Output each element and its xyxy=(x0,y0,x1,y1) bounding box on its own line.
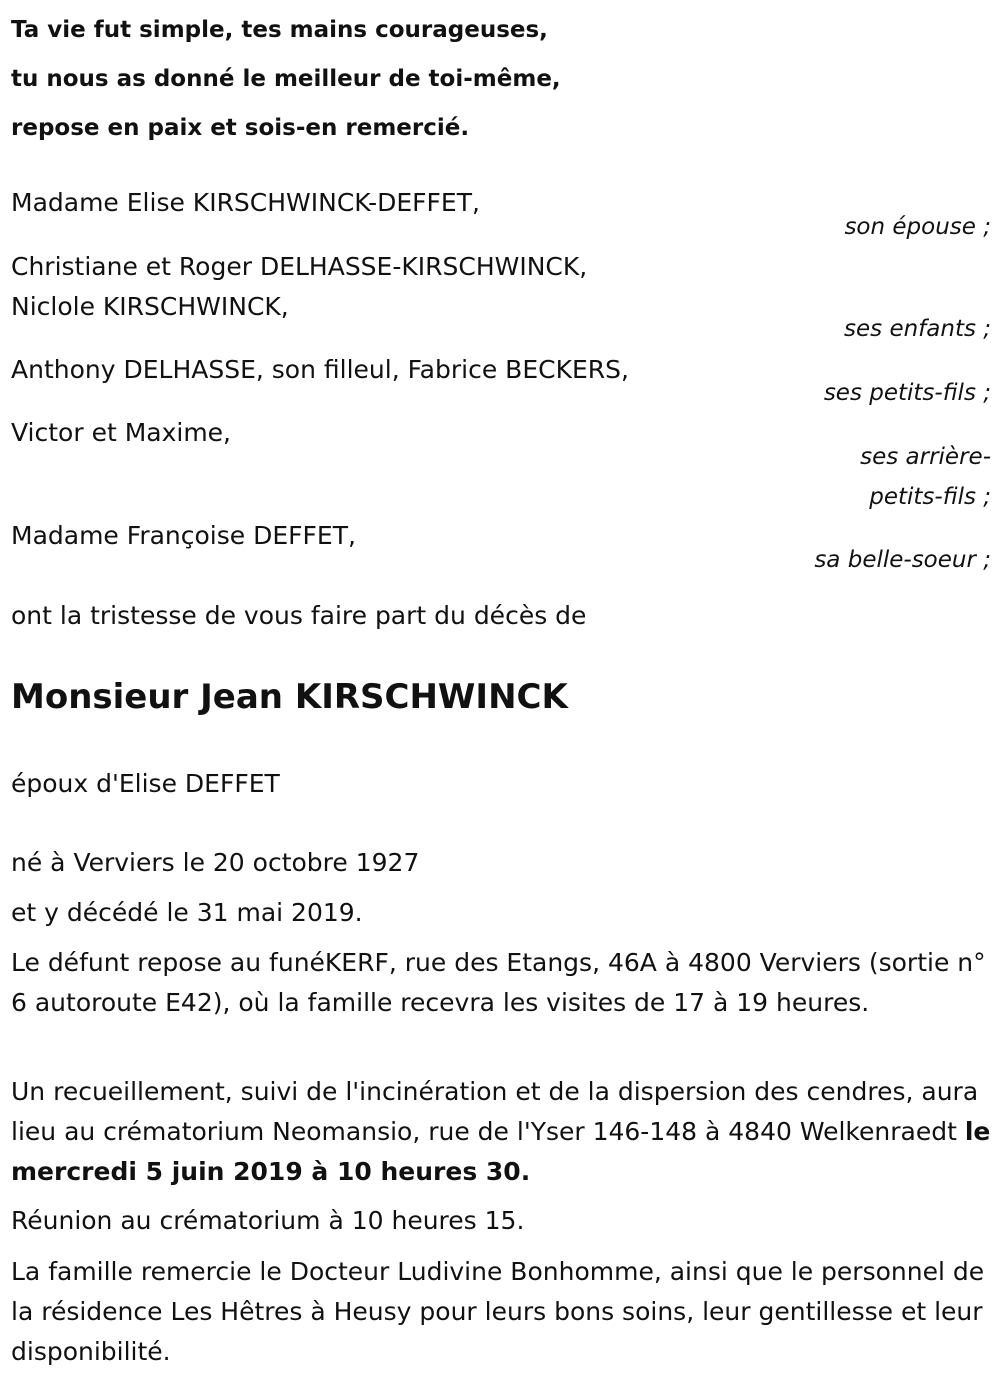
poem-line: tu nous as donné le meilleur de toi-même, xyxy=(11,66,561,92)
deceased-name: Monsieur Jean KIRSCHWINCK xyxy=(11,677,568,717)
family-entry-children xyxy=(11,247,991,349)
family-relation: petits-fils ; xyxy=(869,484,991,510)
family-names: Anthony DELHASSE, son filleul, Fabrice BECKERS, xyxy=(11,355,629,384)
family-names: Victor et Maxime, xyxy=(11,418,232,447)
family-relation: sa belle-soeur ; xyxy=(814,547,991,573)
thanks-paragraph: La famille remercie le Docteur Ludivine Bonhomme, ainsi que le personnel de la résidence Les Hêtres à Heusy pour leurs bons soins, leur gentillesse et leur disponibilité. xyxy=(11,1257,985,1366)
poem-line: Ta vie fut simple, tes mains courageuses, xyxy=(11,17,548,43)
family-entry-grandchildren xyxy=(11,350,991,413)
family-entry-spouse xyxy=(11,183,991,247)
ceremony-date: le mercredi 5 juin 2019 à 10 heures 30. xyxy=(11,1117,991,1186)
death-line: et y décédé le 31 mai 2019. xyxy=(11,898,363,927)
family-names: Niclole KIRSCHWINCK, xyxy=(11,292,289,321)
announcement: ont la tristesse de vous faire part du décès de xyxy=(11,601,587,630)
family-relation: ses enfants ; xyxy=(844,316,991,342)
family-relation: ses petits-fils ; xyxy=(823,380,991,406)
meeting-line: Réunion au crématorium à 10 heures 15. xyxy=(11,1206,525,1235)
family-relation: ses arrière- xyxy=(860,444,991,470)
birth-line: né à Verviers le 20 octobre 1927 xyxy=(11,848,420,877)
family-names: Madame Françoise DEFFET, xyxy=(11,521,356,550)
ceremony-paragraph xyxy=(11,1072,991,1192)
family-entry-sister-in-law xyxy=(11,516,991,580)
poem-line: repose en paix et sois-en remercié. xyxy=(11,115,470,141)
rest-place-paragraph: Le défunt repose au funéKERF, rue des Etangs, 46A à 4800 Verviers (sortie n° 6 autoroute E42), où la famille recevra les visites de 17 à 19 heures. xyxy=(11,948,986,1017)
family-names: Christiane et Roger DELHASSE-KIRSCHWINCK, xyxy=(11,252,588,281)
family-entry-great-grandchildren xyxy=(11,413,991,517)
spouse-line: époux d'Elise DEFFET xyxy=(11,769,280,798)
poem xyxy=(11,6,561,153)
family-names: Madame Elise KIRSCHWINCK-DEFFET, xyxy=(11,188,480,217)
ceremony-text: Un recueillement, suivi de l'incinération et de la dispersion des cendres, aura lieu au crématorium Neomansio, rue de l'Yser 146-148 à 4840 Welkenraedt xyxy=(11,1077,979,1146)
family-relation: son épouse ; xyxy=(844,214,991,240)
